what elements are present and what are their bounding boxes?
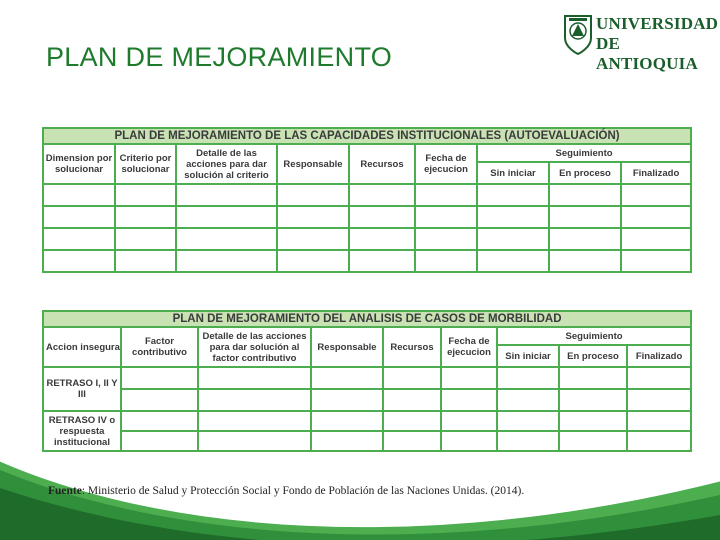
table-autoevaluacion	[42, 127, 690, 273]
table-row	[43, 206, 691, 228]
slide-title: PLAN DE MEJORAMIENTO	[46, 42, 393, 72]
table-row	[43, 389, 691, 411]
header-fecha: Fecha de ejecucion	[415, 144, 477, 184]
header-dimension: Dimension por solucionar	[43, 144, 115, 184]
header-seguimiento-2: Seguimiento	[497, 327, 691, 345]
header-factor: Factor contributivo	[121, 327, 198, 367]
source-caption	[48, 485, 524, 497]
logo-line-1: UNIVERSIDAD	[596, 14, 719, 33]
header-sin-iniciar: Sin iniciar	[477, 162, 549, 184]
logo-line-2: DE ANTIOQUIA	[596, 34, 698, 73]
row-label-retraso-1: RETRASO I, II Y III	[43, 367, 121, 411]
header-sin-iniciar-2: Sin iniciar	[497, 345, 559, 367]
table-morbilidad	[42, 310, 690, 452]
header-finalizado-2: Finalizado	[627, 345, 691, 367]
table-row	[43, 250, 691, 272]
header-fecha-2: Fecha de ejecucion	[441, 327, 497, 367]
table-row	[43, 411, 691, 431]
header-accion-insegura: Accion insegura	[43, 327, 121, 367]
table-row	[43, 228, 691, 250]
table-row	[43, 431, 691, 451]
header-detalle: Detalle de las acciones para dar solución al criterio	[176, 144, 277, 184]
header-finalizado: Finalizado	[621, 162, 691, 184]
header-recursos: Recursos	[349, 144, 415, 184]
row-label-retraso-4: RETRASO IV o respuesta institucional	[43, 411, 121, 451]
header-en-proceso: En proceso	[549, 162, 621, 184]
header-en-proceso-2: En proceso	[559, 345, 627, 367]
header-recursos-2: Recursos	[383, 327, 441, 367]
table-2-title: PLAN DE MEJORAMIENTO DEL ANALISIS DE CASOS DE MORBILIDAD	[43, 311, 691, 327]
source-label: Fuente	[48, 485, 82, 497]
header-seguimiento: Seguimiento	[477, 144, 691, 162]
header-detalle-2: Detalle de las acciones para dar solución al factor contributivo	[198, 327, 311, 367]
header-responsable: Responsable	[277, 144, 349, 184]
university-logo	[562, 12, 719, 73]
header-criterio: Criterio por solucionar	[115, 144, 176, 184]
source-text: : Ministerio de Salud y Protección Social y Fondo de Población de las Naciones Unidas. (2014).	[81, 485, 525, 497]
green-swoosh-decoration	[0, 460, 720, 540]
table-row	[43, 367, 691, 389]
university-seal-icon	[562, 12, 594, 56]
table-1-title: PLAN DE MEJORAMIENTO DE LAS CAPACIDADES INSTITUCIONALES (AUTOEVALUACIÓN)	[43, 128, 691, 144]
table-row	[43, 184, 691, 206]
header-responsable-2: Responsable	[311, 327, 383, 367]
